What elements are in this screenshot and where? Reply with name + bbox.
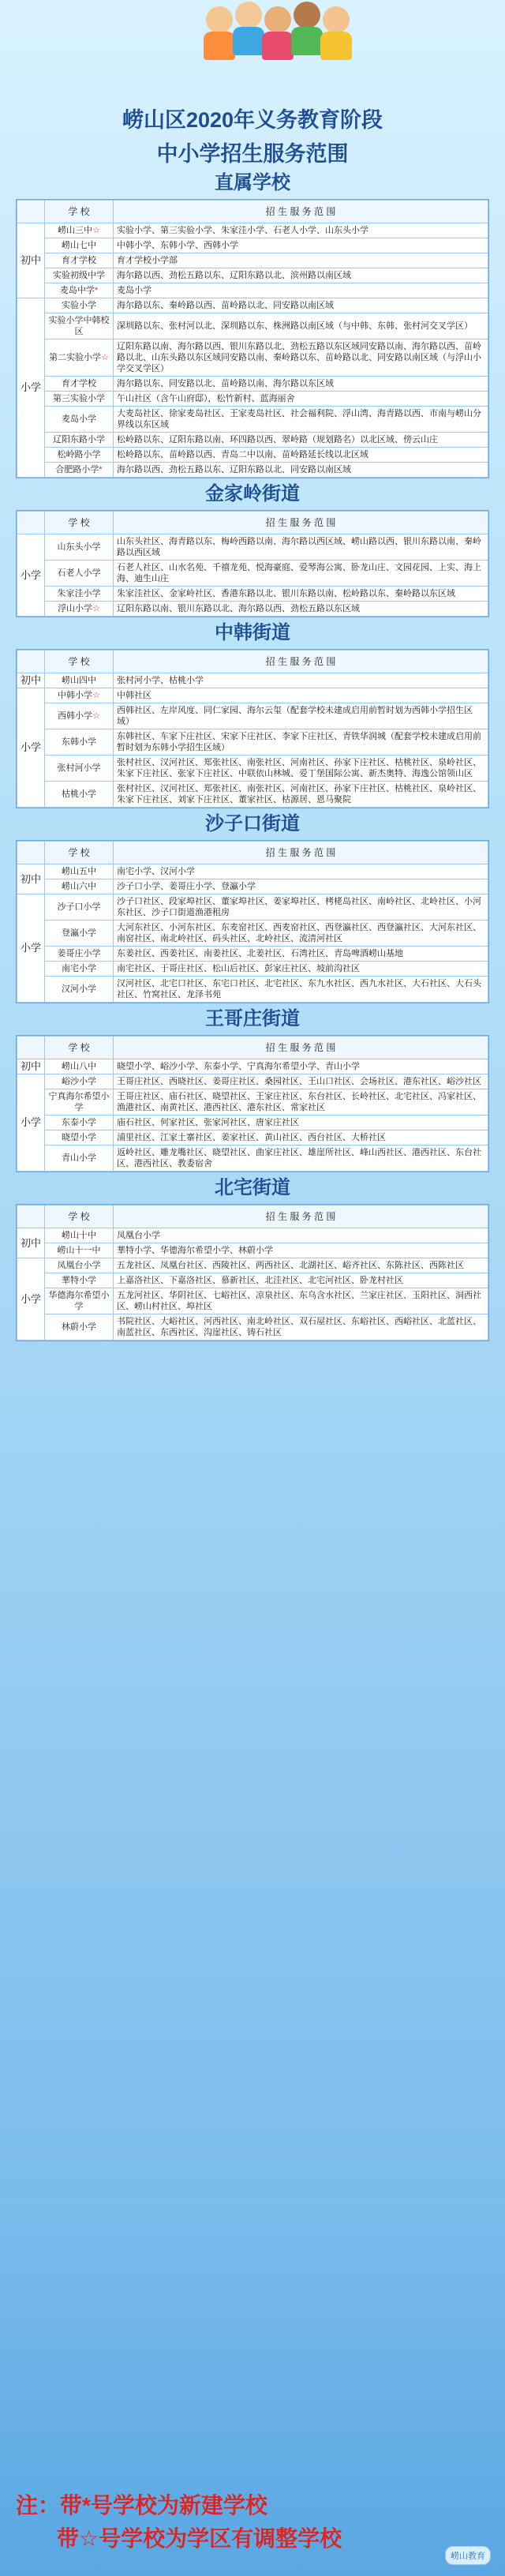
- section-title: 金家岭街道: [205, 483, 300, 504]
- school-name-text: 第二实验小学: [49, 353, 102, 362]
- table-row: [17, 673, 488, 688]
- service-area: 大麦岛社区、徐家麦岛社区、王家麦岛社区、社会福利院、浮山湾、海青路以西、市南与崂山分界线以东区域: [114, 407, 488, 433]
- school-name: [45, 1074, 114, 1089]
- school-name-text: 华德海尔希望小学: [48, 1291, 110, 1311]
- header-school: 学 校: [45, 201, 114, 223]
- service-area: 王哥庄社区、西晓社区、姜哥庄社区、桑园社区、王山口社区、会场社区、港东社区、峪沙社区: [114, 1074, 488, 1089]
- service-area: 松岭路以东、苗岭路以西、青岛二中以南、苗岭路延长线以北区域: [114, 448, 488, 463]
- school-name: [45, 1228, 114, 1243]
- service-area: 东韩社区、车家下庄社区、宋家下庄社区、李家下庄社区、青铁华润城（配套学校未建成启用前暂时划为东韩小学招生区域）: [114, 729, 488, 756]
- school-name-text: 东韩小学: [62, 737, 96, 747]
- school-name: [45, 448, 114, 463]
- table-row: [17, 703, 488, 729]
- school-mark: ☆: [101, 353, 109, 362]
- school-name-text: 崂山四中: [62, 676, 96, 685]
- group-label: 小学: [17, 1258, 45, 1340]
- logo: 崂山教育: [445, 2546, 491, 2565]
- table-row: [17, 756, 488, 782]
- school-name-text: 南宅小学: [62, 964, 96, 973]
- service-area: 张村河小学、枯桃小学: [114, 673, 488, 688]
- school-name-text: 合肥路小学: [55, 465, 99, 474]
- table-row: [17, 1228, 488, 1243]
- note-new-school: 注：带*号学校为新建学校: [16, 2493, 267, 2518]
- table-row: [17, 977, 488, 1003]
- table-row: [17, 1273, 488, 1288]
- service-area: 麦岛小学: [114, 283, 488, 298]
- school-name-text: 麦岛中学: [59, 286, 95, 295]
- school-name-text: 晓望小学: [62, 1133, 96, 1142]
- service-area: 南宅小学、汉河小学: [114, 864, 488, 879]
- service-area: 五龙河社区、华阴社区、七峪社区、凉泉社区、东乌含水社区、兰家庄社区、玉阳社区、洞西社区、崂山村社区、埠社区: [114, 1288, 488, 1314]
- school-name-text: 青山小学: [62, 1153, 96, 1163]
- table-row: [17, 283, 488, 298]
- school-name: [45, 561, 114, 587]
- section-table: [16, 1204, 489, 1341]
- school-name-text: 崂山五中: [62, 867, 96, 876]
- table-row: [17, 1314, 488, 1340]
- table-row: [17, 1059, 488, 1074]
- service-area: 大河东社区、小河东社区、东麦窑社区、西麦窑社区、西登瀛社区、西登瀛社区、大河东社区、南窑社区、南北岭社区、码头社区、北岭社区、流清河社区: [114, 921, 488, 947]
- table-row: [17, 238, 488, 253]
- section-title: 直属学校: [215, 172, 290, 193]
- section-table: [16, 1035, 489, 1172]
- service-area: 沙子口社区、段家埠社区、董家埠社区、姜家埠社区、栲栳岛社区、南岭社区、北岭社区、小河东社区、沙子口街道渔港租房: [114, 894, 488, 921]
- table-row: [17, 298, 488, 313]
- table-row: [17, 561, 488, 587]
- school-name-text: 辽阳东路小学: [53, 435, 105, 444]
- service-area: 山东头社区、海青路以东、梅岭西路以南、海尔路以西区域、崂山路以西、银川东路以南、秦岭路以西区域: [114, 534, 488, 561]
- school-name-text: 第三实验小学: [53, 394, 105, 403]
- section-title: 沙子口街道: [205, 813, 300, 834]
- school-name-text: 浮山小学: [58, 604, 93, 613]
- child-figure: [291, 2, 323, 57]
- school-name-text: 石老人小学: [57, 568, 101, 578]
- school-name: [45, 894, 114, 921]
- school-name: [45, 407, 114, 433]
- header-group: [17, 1037, 45, 1059]
- service-area: 返岭社区、雕龙嘴社区、晓望社区、曲家庄社区、雄崖所社区、峰山西社区、港西社区、东台社区、港西社区、教委宿舍: [114, 1146, 488, 1172]
- school-name: [45, 1089, 114, 1116]
- school-name-text: 宁真海尔希望小学: [48, 1092, 110, 1112]
- table-row: [17, 1146, 488, 1172]
- school-name: [45, 298, 114, 313]
- table-row: [17, 1074, 488, 1089]
- service-area: 海尔路以西、劲松五路以东、辽阳东路以北、滨州路以南区域: [114, 268, 488, 283]
- group-label: 初中: [17, 1228, 45, 1258]
- table-row: [17, 253, 488, 268]
- service-area: 东姜社区、西姜社区、南姜社区、北姜社区、石湾社区、青岛啤酒崂山基地: [114, 947, 488, 962]
- table-row: [17, 1131, 488, 1146]
- school-name-text: 实验初级中学: [53, 271, 105, 280]
- header-area: 招 生 服 务 范 围: [114, 1037, 488, 1059]
- school-name-text: 凤凰台小学: [57, 1261, 101, 1270]
- school-name-text: 崂山八中: [62, 1062, 96, 1071]
- service-area: 凤凰台小学: [114, 1228, 488, 1243]
- school-name-text: 育才学校: [62, 379, 96, 388]
- section-title: 北宅街道: [215, 1177, 290, 1198]
- school-name-text: 登瀛小学: [62, 928, 96, 938]
- school-mark: ☆: [92, 604, 100, 613]
- section-table: [16, 510, 489, 617]
- table-row: [17, 688, 488, 703]
- table-row: [17, 448, 488, 463]
- table-row: [17, 1258, 488, 1273]
- group-label: 小学: [17, 688, 45, 808]
- child-figure: [320, 6, 352, 62]
- table-row: [17, 879, 488, 894]
- header-school: 学 校: [45, 1206, 114, 1228]
- table-row: [17, 602, 488, 617]
- service-area: 育才学校小学部: [114, 253, 488, 268]
- school-name-text: 林蔚小学: [62, 1322, 96, 1332]
- child-figure: [204, 6, 235, 62]
- school-name: [45, 1273, 114, 1288]
- school-name: [45, 864, 114, 879]
- table-row: [17, 921, 488, 947]
- table-row: [17, 339, 488, 377]
- school-name: [45, 377, 114, 392]
- school-name: [45, 339, 114, 377]
- group-label: 小学: [17, 298, 45, 478]
- group-label: 初中: [17, 673, 45, 688]
- header-area: 招 生 服 务 范 围: [114, 201, 488, 223]
- school-name: [45, 782, 114, 808]
- school-name: [45, 587, 114, 602]
- school-name-text: 姜哥庄小学: [57, 949, 101, 958]
- header-group: [17, 201, 45, 223]
- section-title: 王哥庄街道: [205, 1008, 300, 1029]
- school-name-text: 西韩小学: [58, 711, 93, 721]
- service-area: 张村社区、汉河社区、郑张社区、南张社区、河南社区、孙家下庄社区、枯桃社区、泉岭社区、朱家下庄社区、张家下庄社区、中联依山林城、爱丁堡国际公寓、新杰奥特、海逸公馆领山区: [114, 756, 488, 782]
- group-label: 初中: [17, 864, 45, 894]
- header-illustration: [0, 0, 505, 118]
- school-name-text: 崂山十一中: [57, 1246, 101, 1255]
- school-mark: *: [99, 465, 103, 474]
- school-name-text: 汉河小学: [62, 984, 96, 994]
- table-row: [17, 729, 488, 756]
- school-name: [45, 433, 114, 448]
- group-label: 小学: [17, 1074, 45, 1172]
- school-name: [45, 673, 114, 688]
- service-area: 书院社区、大峪社区、河西社区、南北岭社区、双石屋社区、东峪社区、西峪社区、北蓝社区、南蓝社区、东西社区、沟崖社区、铸石社区: [114, 1314, 488, 1340]
- service-area: 实验小学、第三实验小学、朱家洼小学、石老人小学、山东头小学: [114, 223, 488, 238]
- group-label: 小学: [17, 534, 45, 617]
- service-area: 南宅社区、于哥庄社区、松山后社区、彭家庄社区、坡前沟社区: [114, 962, 488, 977]
- school-name: [45, 977, 114, 1003]
- service-area: 辽阳东路以南、海尔路以西、银川东路以北、劲松五路以东区域同安路以南、海尔路以西、苗岭路以北、山东头路以东区域同安路以南、秦岭路以东、苗岭路以北、同安路以南区域（与浮山小学交叉学区）: [114, 339, 488, 377]
- school-name: [45, 1116, 114, 1131]
- school-name-text: 实验小学: [62, 301, 96, 310]
- table-row: [17, 947, 488, 962]
- school-name-text: 崂山三中: [58, 226, 93, 235]
- school-name: [45, 756, 114, 782]
- service-area: 松岭路以东、辽阳东路以南、环四路以西、翠岭路（规划路名）以北区域、傍云山庄: [114, 433, 488, 448]
- service-area: 海尔路以西、劲松五路以东、辽阳东路以北、同安路以南区域: [114, 463, 488, 478]
- service-area: 朱家洼社区、金家岭社区、香港东路以北、银川东路以南、松岭路以东、秦岭路以东区域: [114, 587, 488, 602]
- header-school: 学 校: [45, 842, 114, 864]
- header-school: 学 校: [45, 512, 114, 534]
- header-group: [17, 842, 45, 864]
- school-name: [45, 463, 114, 478]
- page-subtitle: 中小学招生服务范围: [156, 142, 349, 166]
- service-area: 西韩社区、左岸风度、同仁家园、海尔云玺（配套学校未建成启用前暂时划为西韩小学招生区域）: [114, 703, 488, 729]
- school-name: [45, 729, 114, 756]
- school-name-text: 山东头小学: [57, 542, 101, 552]
- school-name: [45, 1314, 114, 1340]
- child-figure: [233, 2, 264, 57]
- group-label: 小学: [17, 894, 45, 1003]
- table-row: [17, 587, 488, 602]
- service-area: 沙子口小学、姜哥庄小学、登瀛小学: [114, 879, 488, 894]
- table-row: [17, 313, 488, 339]
- service-area: 午山社区（含午山府邸），松竹新村、蓝海丽舍: [114, 392, 488, 407]
- school-name: [45, 238, 114, 253]
- table-row: [17, 1243, 488, 1258]
- school-name: [45, 223, 114, 238]
- school-name-text: 崂山七中: [62, 241, 96, 250]
- school-name-text: 麦岛小学: [62, 414, 96, 424]
- table-row: [17, 392, 488, 407]
- school-name-text: 枯桃小学: [62, 789, 96, 799]
- header-area: 招 生 服 务 范 围: [114, 512, 488, 534]
- school-name: [45, 1258, 114, 1273]
- school-mark: ☆: [92, 691, 100, 700]
- note-adjusted-school: 带☆号学校为学区有调整学校: [57, 2526, 342, 2551]
- table-row: [17, 1116, 488, 1131]
- header-area: 招 生 服 务 范 围: [114, 1206, 488, 1228]
- table-row: [17, 782, 488, 808]
- school-name: [45, 947, 114, 962]
- header-school: 学 校: [45, 651, 114, 673]
- table-row: [17, 377, 488, 392]
- service-area: 海尔路以东、秦岭路以西、苗岭路以北、同安路以南区域: [114, 298, 488, 313]
- school-name-text: 峪沙小学: [62, 1077, 96, 1086]
- school-mark: *: [94, 286, 99, 295]
- page-title: 崂山区2020年义务教育阶段: [122, 108, 383, 132]
- school-name-text: 东泰小学: [62, 1118, 96, 1127]
- school-name: [45, 1146, 114, 1172]
- section-table: [16, 840, 489, 1003]
- school-name-text: 崂山六中: [62, 882, 96, 891]
- header-area: 招 生 服 务 范 围: [114, 651, 488, 673]
- content: [0, 167, 505, 1341]
- school-name: [45, 392, 114, 407]
- table-row: [17, 962, 488, 977]
- school-name: [45, 1059, 114, 1074]
- school-name-text: 张村河小学: [57, 763, 101, 773]
- group-label: 初中: [17, 223, 45, 298]
- table-row: [17, 534, 488, 561]
- service-area: 王哥庄社区、庙石社区、晓望社区、王家庄社区、东台社区、长岭社区、北宅社区、冯家社区、渔港社区、南黄社区、港西社区、港东社区、常家社区: [114, 1089, 488, 1116]
- section-title: 中韩街道: [215, 622, 290, 643]
- school-name-text: 松岭路小学: [57, 450, 101, 459]
- service-area: 张村社区、汉河社区、郑张社区、南张社区、河南社区、孙家下庄社区、枯桃社区、泉岭社区、朱家下庄社区、刘家下庄社区、董家社区、枯源居、恩马聚院: [114, 782, 488, 808]
- header-school: 学 校: [45, 1037, 114, 1059]
- table-row: [17, 1089, 488, 1116]
- table-row: [17, 463, 488, 478]
- school-mark: ☆: [92, 226, 100, 235]
- service-area: 上嘉洛社区、下嘉洛社区、慕新社区、北洼社区、北宅河社区、卧龙村社区: [114, 1273, 488, 1288]
- service-area: 深圳路以东、张村河以北、深圳路以东、株洲路以南区域（与中韩、东韩、张村河交叉学区）: [114, 313, 488, 339]
- school-mark: ☆: [92, 711, 100, 721]
- school-name: [45, 703, 114, 729]
- service-area: 海尔路以东、同安路以北、苗岭路以南、海尔路以东区域: [114, 377, 488, 392]
- service-area: 石老人社区、山水名苑、千禧龙苑、悦海豪庭、爱琴海公寓、卧龙山庄、文园花园、上实、海上海、迪生山庄: [114, 561, 488, 587]
- school-name: [45, 283, 114, 298]
- school-name: [45, 1288, 114, 1314]
- school-name-text: 華特小学: [62, 1276, 96, 1285]
- table-row: [17, 894, 488, 921]
- header-group: [17, 512, 45, 534]
- service-area: 中韩小学、东韩小学、西韩小学: [114, 238, 488, 253]
- school-name: [45, 313, 114, 339]
- service-area: 華特小学、华德海尔希望小学、林蔚小学: [114, 1243, 488, 1258]
- header-group: [17, 651, 45, 673]
- section-table: [16, 199, 489, 478]
- school-name-text: 实验小学中韩校区: [48, 316, 110, 336]
- school-name: [45, 602, 114, 617]
- service-area: 中韩社区: [114, 688, 488, 703]
- table-row: [17, 1288, 488, 1314]
- school-name-text: 沙子口小学: [57, 902, 101, 912]
- service-area: 辽阳东路以南、银川东路以北、海尔路以西、劲松五路以东区域: [114, 602, 488, 617]
- school-name: [45, 253, 114, 268]
- table-row: [17, 407, 488, 433]
- service-area: 汉河社区、北宅口社区、东宅口社区、北宅社区、东九水社区、西九水社区、大石社区、大石头社区、竹窝社区、龙泽书苑: [114, 977, 488, 1003]
- header-area: 招 生 服 务 范 围: [114, 842, 488, 864]
- school-name: [45, 879, 114, 894]
- service-area: 浦里社区、江家土寨社区、姜家社区、黄山社区、西台社区、大桥社区: [114, 1131, 488, 1146]
- group-label: 初中: [17, 1059, 45, 1074]
- school-name-text: 育才学校: [62, 256, 96, 265]
- service-area: 庙石社区、何家社区、张家河社区、唐家庄社区: [114, 1116, 488, 1131]
- school-name: [45, 921, 114, 947]
- school-name-text: 朱家洼小学: [57, 589, 101, 598]
- school-name-text: 中韩小学: [58, 691, 93, 700]
- table-row: [17, 864, 488, 879]
- section-table: [16, 649, 489, 808]
- service-area: 五龙社区、凤凰台社区、西陵社区、两西社区、北湖社区、峪齐社区、东陈社区、西陈社区: [114, 1258, 488, 1273]
- service-area: 晓望小学、峪沙小学、东泰小学、宁真海尔希望小学、青山小学: [114, 1059, 488, 1074]
- school-name-text: 崂山十中: [62, 1231, 96, 1240]
- school-name: [45, 1243, 114, 1258]
- school-name: [45, 268, 114, 283]
- school-name: [45, 688, 114, 703]
- table-row: [17, 433, 488, 448]
- school-name: [45, 962, 114, 977]
- child-figure: [262, 6, 294, 62]
- header-group: [17, 1206, 45, 1228]
- table-row: [17, 268, 488, 283]
- table-row: [17, 223, 488, 238]
- school-name: [45, 534, 114, 561]
- school-name: [45, 1131, 114, 1146]
